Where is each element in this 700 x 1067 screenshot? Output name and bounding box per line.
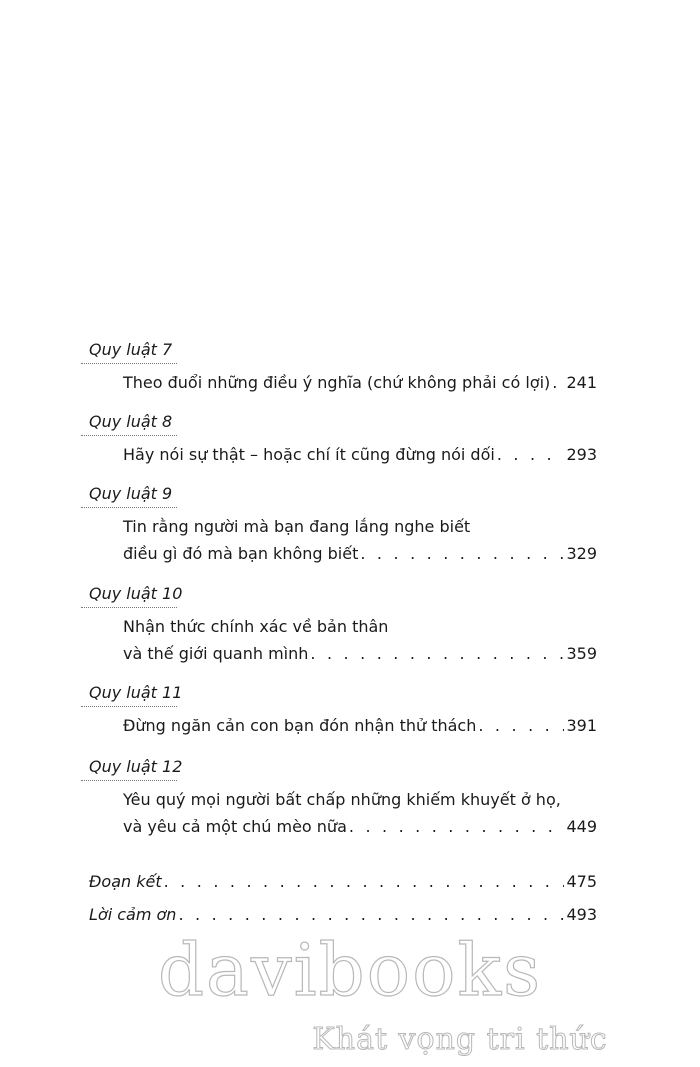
leader-dots (360, 544, 564, 564)
toc-entry-rule-12[interactable] (123, 817, 597, 837)
entry-title: Đoạn kết (89, 872, 162, 891)
rule-9-heading: Quy luật 9 (81, 484, 172, 504)
rule-7-heading: Quy luật 7 (81, 340, 172, 360)
entry-title: điều gì đó mà bạn không biết (123, 544, 359, 563)
page-number: 449 (566, 817, 597, 836)
leader-dots (164, 872, 565, 892)
entry-title: Lời cảm ơn (89, 905, 177, 924)
entry-title: và thế giới quanh mình (123, 644, 309, 663)
leader-dots (552, 373, 564, 393)
leader-dots (497, 445, 565, 465)
toc-entry-rule-7[interactable] (123, 373, 597, 393)
entry-title: Đừng ngăn cản con bạn đón nhận thử thách (123, 716, 477, 735)
entry-title: và yêu cả một chú mèo nữa (123, 817, 347, 836)
page-number: 293 (566, 445, 597, 464)
leader-dots (310, 644, 564, 664)
toc-entry-rule-9[interactable] (123, 544, 597, 564)
page-number: 241 (566, 373, 597, 392)
toc-entry-rule-11[interactable] (123, 716, 597, 736)
toc-entry-acknowledgements[interactable] (89, 905, 597, 925)
rule-12-heading: Quy luật 12 (81, 757, 182, 777)
rule-10-heading: Quy luật 10 (81, 584, 182, 604)
page-number: 391 (566, 716, 597, 735)
toc-entry-epilogue[interactable] (89, 872, 597, 892)
page-number: 329 (566, 544, 597, 563)
leader-dots (478, 716, 564, 736)
toc-entry-rule-10[interactable] (123, 644, 597, 664)
entry-title-line: Yêu quý mọi người bất chấp những khiếm khuyết ở họ, (123, 790, 561, 809)
entry-title-line: Tin rằng người mà bạn đang lắng nghe biết (123, 517, 471, 536)
leader-dots (178, 905, 564, 925)
rule-11-heading: Quy luật 11 (81, 683, 182, 703)
watermark-slogan: Khát vọng tri thức (312, 1022, 608, 1057)
page-number: 493 (566, 905, 597, 924)
toc-entry-rule-8[interactable] (123, 445, 597, 465)
entry-title: Theo đuổi những điều ý nghĩa (chứ không phải có lợi) (123, 373, 551, 392)
watermark-brand: davibooks (157, 928, 543, 1012)
page-number: 475 (566, 872, 597, 891)
entry-title-line: Nhận thức chính xác về bản thân (123, 617, 389, 636)
page-number: 359 (566, 644, 597, 663)
leader-dots (349, 817, 565, 837)
rule-8-heading: Quy luật 8 (81, 412, 172, 432)
entry-title: Hãy nói sự thật – hoặc chí ít cũng đừng nói dối (123, 445, 495, 464)
